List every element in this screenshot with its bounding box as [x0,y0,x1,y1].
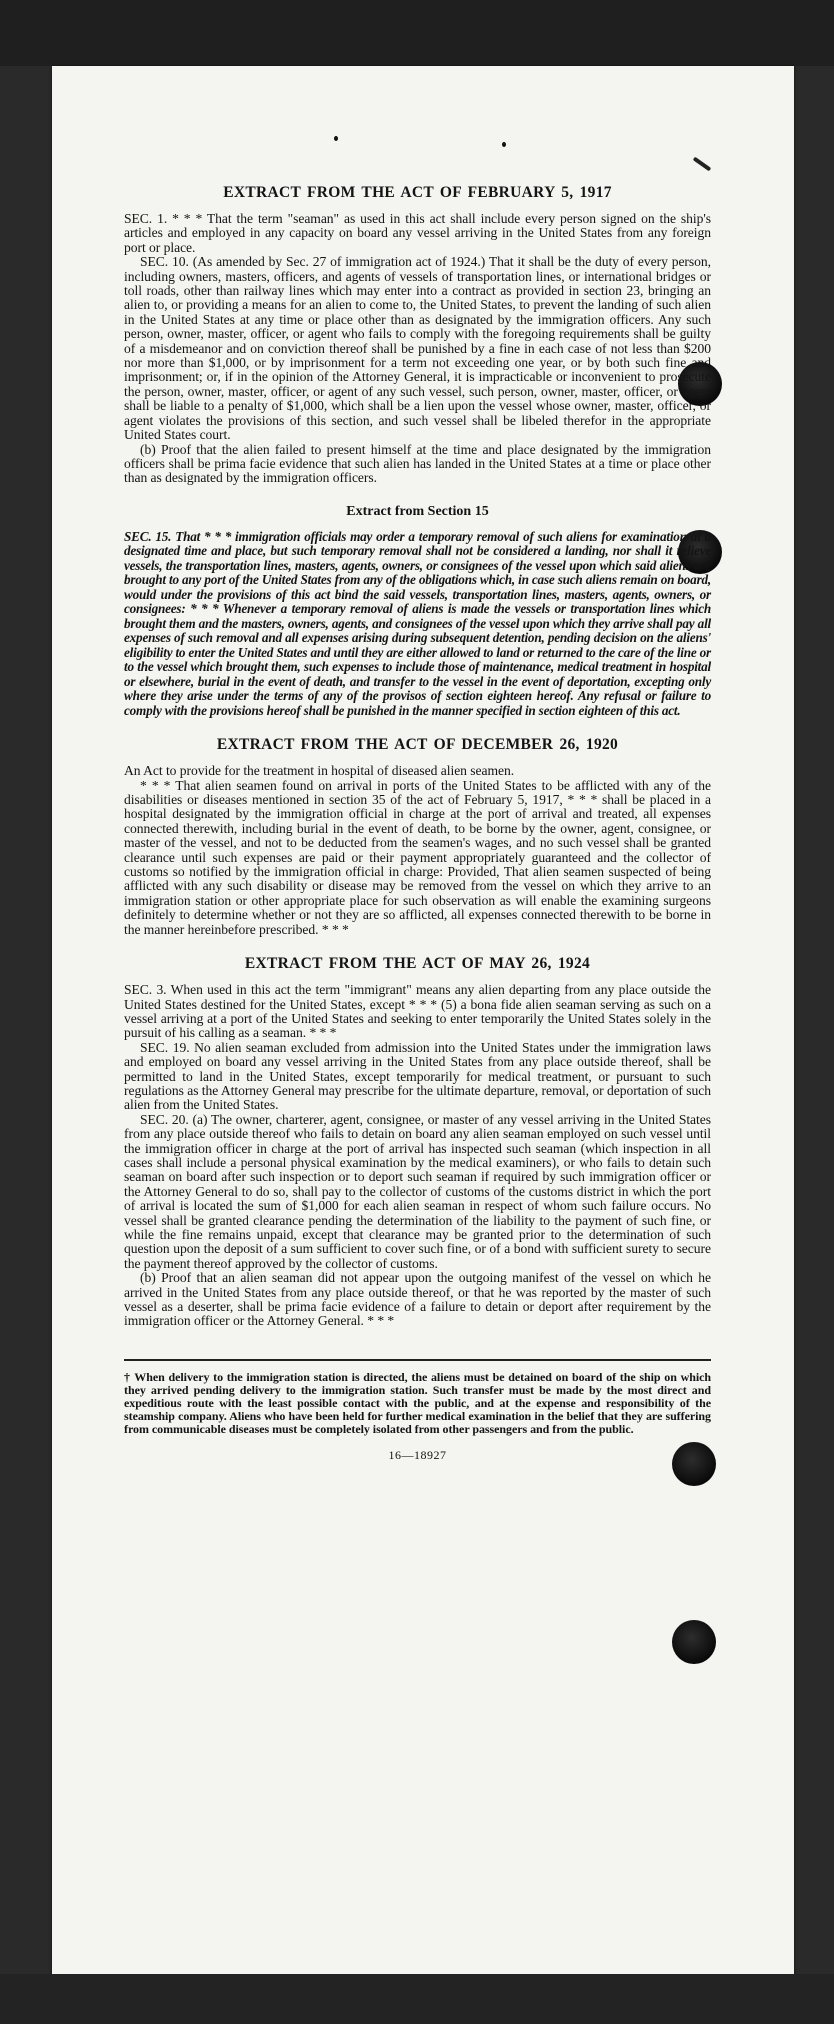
paragraph: SEC. 19. No alien seaman excluded from admission into the United States under the immigration laws and employed on board any vessel arriving in the United States from any place outside thereof, shall be permitted to land in the United States, except temporarily for medical treatment, or pursuant to such regulations as the Attorney General may prescribe for the ultimate departure, removal, or deportation of such alien from the United States. [124,1039,711,1113]
paragraph: An Act to provide for the treatment in hospital of diseased alien seamen. [124,763,515,779]
footnote [124,1371,711,1436]
section-heading: Extract from Section 15 [346,503,489,519]
paragraph: SEC. 10. (As amended by Sec. 27 of immigration act of 1924.) That it shall be the duty of every person, including owners, masters, officers, and agents of vessels of transportation lines, or international bridges or toll roads, other than railway lines which may enter into a contract as provided in section 23, bringing an alien to, or providing a means for an alien to come to, the United States, to prevent the landing of such alien in the United States at any time or place other than as designated by the immigration officers. Any such person, owner, master, officer, or agent who fails to comply with the foregoing requirements shall be guilty of a misdemeanor and on conviction thereof shall be punished by a fine in each case of not less than $200 nor more than $1,000, or by imprisonment for a term not exceeding one year, or by both such fine and imprisonment; or, if in the opinion of the Attorney General, it is impracticable or inconvenient to prosecute the person, owner, master, officer, or agent of any such vessel, such person, owner, master, officer, or agent shall be liable to a penalty of $1,000, which shall be a lien upon the vessel whose owner, master, officer, or agent violates the provisions of this section, and such vessel shall be libeled therefor in the appropriate United States court. [124,254,711,443]
form-number: 16—18927 [388,1447,447,1462]
section-act-1917 [124,184,711,486]
section-extract-15 [124,504,711,719]
paragraph: SEC. 15. That * * * immigration officials may order a temporary removal of such aliens for examination at a designated time and place, but such temporary removal shall not be considered a landing, nor shall it relieve vessels, the transportation lines, masters, agents, owners, or consignees of the vessel upon which said aliens are brought to any port of the United States from any of the obligations which, in case such aliens remain on board, would under the provisions of this act bind the said vessels, transportation lines, masters, agents, owners, or consignees: * * * Whenever a temporary removal of aliens is made the vessels or transportation lines which brought them and the masters, owners, agents, and consignees of the vessel upon which they arrive shall pay all expenses of such removal and all expenses arising during subsequent detention, pending decision on the aliens' eligibility to enter the United States and until they are either allowed to land or returned to the care of the line or to the vessel which brought them, such expenses to include those of maintenance, medical treatment in hospital or elsewhere, burial in the event of death, and transfer to the vessel in the event of deportation, excepting only where they arise under the terms of any of the provisos of section eighteen hereof. Any refusal or failure to comply with the provisions hereof shall be punished in the manner specified in section eighteen of this act. [124,528,711,718]
paragraph: (b) Proof that the alien failed to present himself at the time and place designated by the immigration officers shall be prima facie evidence that such alien has landed in the United States at a time or place other than as designated by the immigration officers. [124,441,711,486]
document-body [124,184,711,1463]
section-act-1924 [124,955,711,1329]
page-mark [693,157,712,172]
section-act-1920 [124,736,711,937]
ink-speck [334,136,338,141]
punch-hole [672,1620,716,1664]
paragraph: * * * That alien seamen found on arrival in ports of the United States to be afflicted with any of the disabilities or diseases mentioned in section 35 of the act of February 5, 1917, * * * shall be placed in a hospital designated by the immigration official in charge at the port of arrival and treated, all expenses connected therewith, including burial in the event of death, to be borne by the owner, agent, consignee, or master of the vessel, and not to be deducted from the seamen's wages, and no such vessel shall be granted clearance until such expenses are paid or their payment appropriately guaranteed and the collector of customs so notified by the immigration official in charge: Provided, That alien seamen suspected of being afflicted with any such disability or disease may be removed from the vessel on which they arrive to an immigration station or other appropriate place for such observation as will enable the examining surgeons definitely to determine whether or not they are so afflicted, all expenses connected therewith to be borne in the manner hereinbefore prescribed. * * * [124,777,711,937]
document-page [52,66,794,1980]
ink-speck [502,142,506,147]
paragraph: SEC. 20. (a) The owner, charterer, agent, consignee, or master of any vessel arriving in the United States from any place outside thereof who fails to detain on board any alien seaman employed on such vessel until the immigration officer in charge at the port of arrival has inspected such seaman (which inspection in all cases shall include a personal physical examination by the medical examiners), or who fails to detain such seaman on board after such inspection or to deport such seaman if required by such immigration officer or the Attorney General to do so, shall pay to the collector of customs of the customs district in which the port of arrival is located the sum of $1,000 for each alien seaman in respect of whom such failure occurs. No vessel shall be granted clearance pending the determination of the liability to the payment of such fine, or while the fine remains unpaid, except that clearance may be granted prior to the determination of such question upon the deposit of a sum sufficient to cover such fine, or of a bond with sufficient surety to secure the payment thereof approved by the collector of customs. [124,1111,711,1271]
scan-background-bottom [0,1974,834,2024]
paragraph: SEC. 1. * * * That the term "seaman" as used in this act shall include every person signed on the ship's articles and employed in any capacity on board any vessel arriving in the United States from any foreign port or place. [124,211,711,255]
footnote-text: † When delivery to the immigration station is directed, the aliens must be detained on board of the ship on which they arrived pending delivery to the immigration station. Such transfer must be made by the most direct and expeditious route with the least possible contact with the public, and at the expense and responsibility of the steamship company. Aliens who have been held for further medical examination in the belief that they are suffering from communicable diseases must be completely isolated from other passengers and from the public. [124,1369,711,1436]
section-heading: EXTRACT FROM THE ACT OF MAY 26, 1924 [244,955,591,973]
paragraph: (b) Proof that an alien seaman did not appear upon the outgoing manifest of the vessel on which he arrived in the United States from any place outside thereof, or that he was reported by the master of such vessel as a deserter, shall be prima facie evidence of a failure to detain or deport after requirement by the immigration officer or the Attorney General. * * * [124,1270,711,1329]
section-heading: EXTRACT FROM THE ACT OF FEBRUARY 5, 1917 [223,184,612,201]
paragraph: SEC. 3. When used in this act the term "immigrant" means any alien departing from any place outside the United States destined for the United States, except * * * (5) a bona fide alien seaman serving as such on a vessel arriving at a port of the United States and seeking to enter temporarily the United States solely in the pursuit of his calling as a seaman. * * * [124,982,711,1041]
section-heading: EXTRACT FROM THE ACT OF DECEMBER 26, 1920 [216,736,619,754]
scan-background-top [0,0,834,66]
footnote-divider [124,1359,711,1361]
